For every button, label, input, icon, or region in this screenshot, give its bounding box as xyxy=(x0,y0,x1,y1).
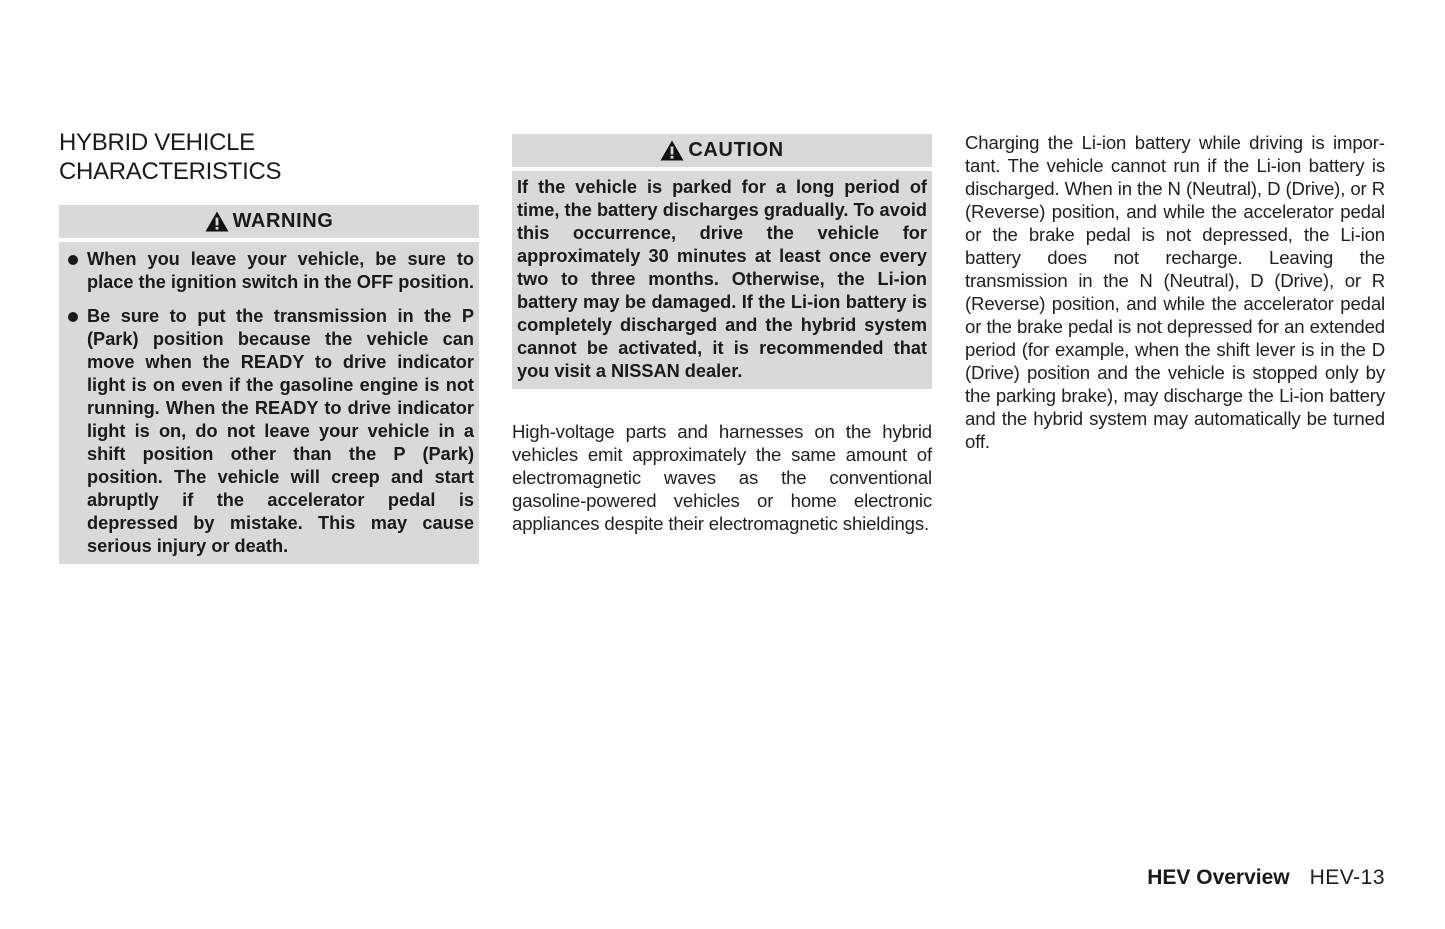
caution-header xyxy=(512,134,932,167)
warning-label: WARNING xyxy=(232,210,334,232)
page-number: HEV-13 xyxy=(1309,866,1385,889)
warning-item xyxy=(65,248,474,294)
warning-box xyxy=(59,205,479,564)
caution-box xyxy=(512,134,932,389)
emission-paragraph: High-voltage parts and harnesses on the hybrid vehicles emit approximately the same amount of electromagnetic waves as the conventional gasoline-powered vehicles or home electronic appliances despite their electromagnetic shieldings. xyxy=(512,421,932,534)
section-title-line1: HYBRID VEHICLE xyxy=(59,129,255,156)
footer-section-title: HEV Overview xyxy=(1147,866,1290,889)
section-title xyxy=(59,128,479,186)
warning-triangle-icon xyxy=(205,211,229,232)
page-footer xyxy=(1147,866,1385,890)
bullet-icon xyxy=(65,248,87,271)
warning-item-text: Be sure to put the transmission in the P (Park) position because the vehicle can move when the READY to drive indicator light is on even if the gasoline engine is not running. When the READY to drive indicator light is on, do not leave your vehicle in a shift position other than the P (Park) position. The vehicle will creep and start abruptly if the accelerator pedal is depressed by mistake. This may cause serious injury or death. xyxy=(87,306,474,556)
charging-paragraph: Charging the Li-ion battery while driving is important. The vehicle cannot run if the Li-ion battery is discharged. When in the N (Neutral), D (Drive), or R (Reverse) position, and while the accelerator pedal or the brake pedal is not depressed, the Li-ion battery does not recharge. Leaving the transmission in the N (Neutral), D (Drive), or R (Reverse) position, and while the accelerator pedal or the brake pedal is not depressed for an extended period (for example, when the shift lever is in the D (Drive) position and the vehicle is stopped only by the parking brake), may discharge the Li-ion battery and the hybrid system may automatically be turned off. xyxy=(965,132,1385,452)
section-title-line2: CHARACTERISTICS xyxy=(59,158,282,185)
warning-body xyxy=(59,242,479,564)
warning-header xyxy=(59,205,479,238)
warning-triangle-icon xyxy=(660,140,684,161)
caution-body: If the vehicle is parked for a long period of time, the battery discharges gradually. To avoid this occurrence, drive the vehicle for approximately 30 minutes at least once every two to three months. Otherwise, the Li-ion battery may be damaged. If the Li-ion battery is completely discharged and the hybrid system cannot be activated, it is recommended that you visit a NISSAN dealer. xyxy=(512,171,932,389)
caution-label: CAUTION xyxy=(688,139,784,161)
warning-item xyxy=(65,305,474,558)
bullet-icon xyxy=(65,305,87,328)
warning-item-text: When you leave your vehicle, be sure to place the ignition switch in the OFF position. xyxy=(87,249,474,292)
